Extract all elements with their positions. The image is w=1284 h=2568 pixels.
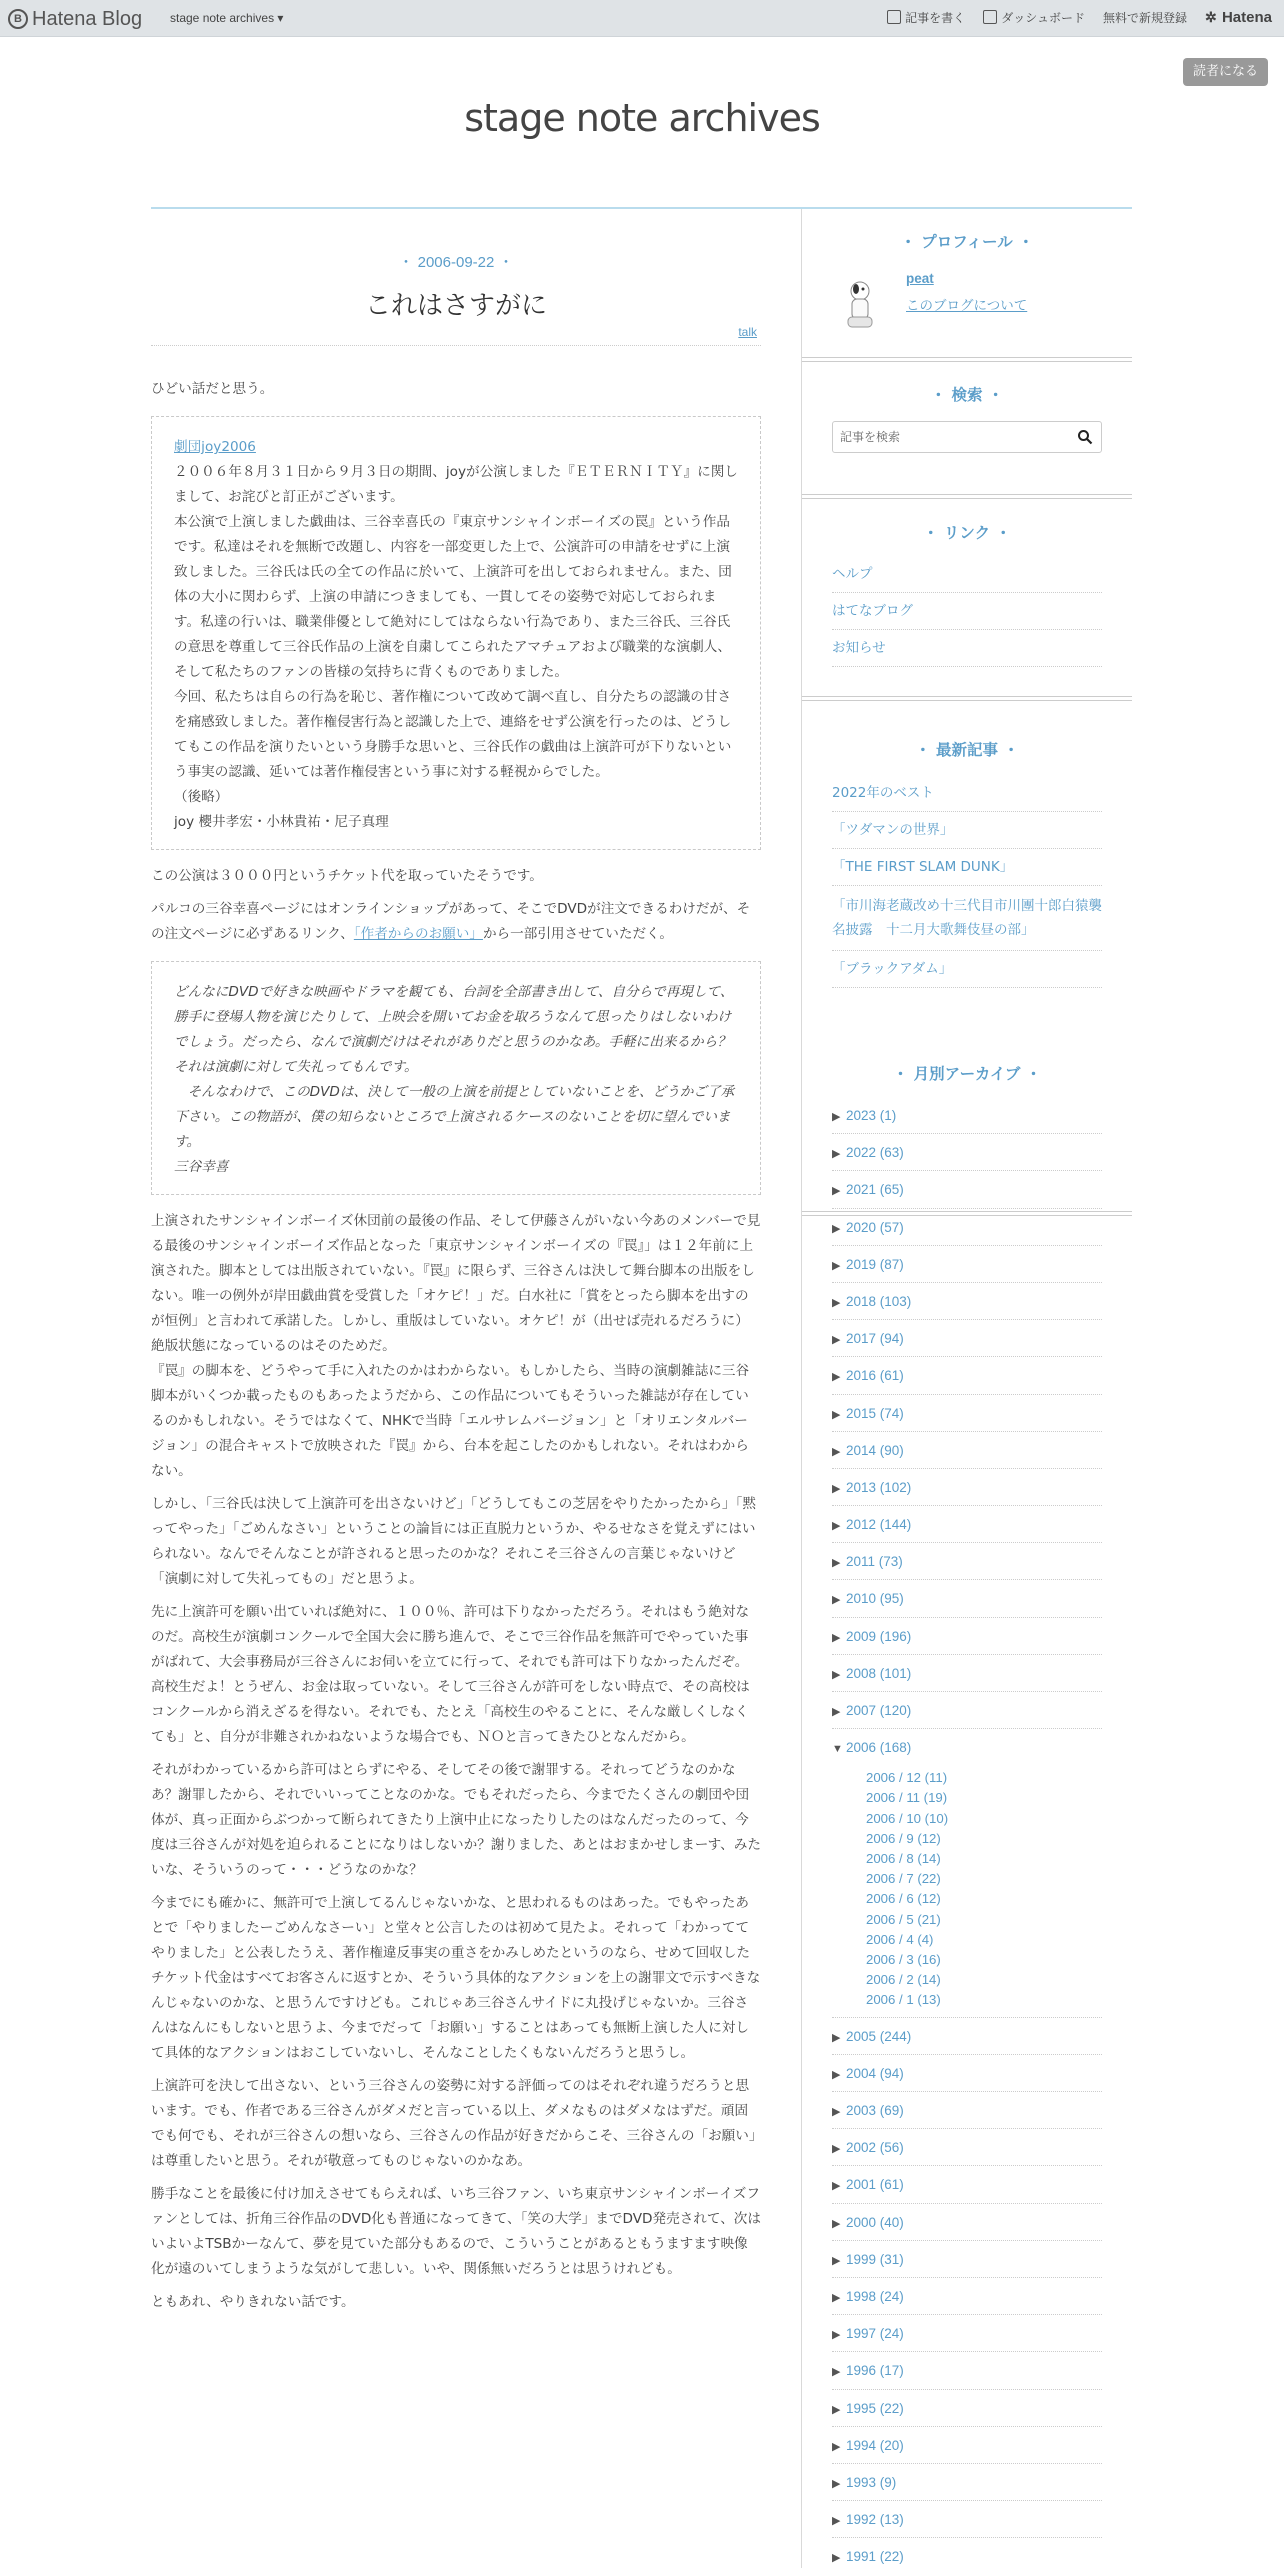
caret-right-icon[interactable]: ▶ — [832, 1296, 841, 1309]
entry-paragraph: 勝手なことを最後に付け加えさせてもらえれば、いち三谷ファン、いち東京サンシャインボーイズファンとしては、折角三谷作品のDVD化も普通になってきて、「笑の大学」までDVD発売されて、次はいよいよTSBかーなんて、夢を見ていた部分もあるので、こういうことがあるともうますます映像化が遠のいてしまうような気がして悲しい。いや、関係無いだろうとは思うけれども。 — [151, 2186, 761, 2277]
archive-year[interactable] — [832, 2352, 1102, 2389]
archive-year-link[interactable]: 2015 (74) — [846, 1405, 904, 1421]
profile-avatar[interactable] — [842, 275, 878, 331]
caret-right-icon[interactable]: ▶ — [832, 1259, 841, 1272]
profile-module — [802, 209, 1132, 357]
blockquote-mitani — [151, 961, 761, 1195]
archive-year[interactable] — [832, 1580, 1102, 1617]
caret-right-icon[interactable]: ▶ — [832, 1185, 841, 1198]
write-entry-label: 記事を書く — [905, 11, 966, 25]
archive-year-link[interactable]: 1998 (24) — [846, 2288, 904, 2304]
archive-year[interactable] — [832, 1655, 1102, 1692]
archive-year[interactable] — [832, 2278, 1102, 2315]
archive-year-link[interactable]: 1997 (24) — [846, 2326, 904, 2342]
archive-year-link[interactable]: 2019 (87) — [846, 1256, 904, 1272]
archive-month-link[interactable]: 2006 / 2 (14) — [866, 1972, 941, 1988]
caret-right-icon[interactable]: ▶ — [832, 1631, 841, 1644]
entry-paragraph: 『罠』の脚本を、どうやって手に入れたのかはわからない。もしかしたら、当時の演劇雑誌に三谷脚本がいくつか載ったものもあったようだから、この作品についてもそういった雑誌が存在しているのかもしれない。そうではなくて、NHKで当時「エルサレムバージョン」と「オリエンタルバージョン」の混合キャストで放映された『罠』から、台本を起こしたのかもしれない。それはわからない。 — [151, 1363, 750, 1479]
archive-year[interactable] — [832, 1729, 1102, 2017]
quote-line: ２００６年８月３１日から９月３日の期間、joyが公演しました『ＥＴＥＲＮＩＴＹ』に関しまして、お詫びと訂正がございます。 — [174, 464, 738, 505]
category-divider — [151, 345, 761, 346]
dashboard-button[interactable] — [983, 9, 1085, 26]
archive-year-link[interactable]: 2021 (65) — [846, 1182, 904, 1198]
archive-year-link[interactable]: 2009 (196) — [846, 1628, 912, 1644]
blog-selector[interactable]: stage note archives ▾ — [170, 11, 284, 25]
archive-year[interactable] — [832, 1357, 1102, 1394]
quote-line: joy 櫻井孝宏・小林貴祐・尼子真理 — [174, 814, 389, 830]
caret-right-icon[interactable]: ▶ — [832, 1148, 841, 1161]
archive-year[interactable] — [832, 2018, 1102, 2055]
archive-year[interactable] — [832, 2129, 1102, 2166]
signup-link[interactable]: 無料で新規登録 — [1102, 11, 1187, 25]
archive-year-link[interactable]: 2020 (57) — [846, 1219, 904, 1235]
archive-year[interactable] — [832, 1097, 1102, 1134]
recent-entry-link[interactable]: 「市川海老蔵改め十三代目市川團十郎白猿襲名披露 十二月大歌舞伎昼の部」 — [832, 886, 1102, 951]
archive-year[interactable] — [832, 1395, 1102, 1432]
caret-right-icon[interactable]: ▶ — [832, 2180, 841, 2193]
search-icon[interactable] — [1077, 429, 1093, 445]
archive-year-link[interactable]: 1993 (9) — [846, 2474, 897, 2490]
archive-month-link[interactable]: 2006 / 4 (4) — [866, 1931, 934, 1947]
archive-month-list — [866, 1768, 1102, 2010]
archive-year-link[interactable]: 2017 (94) — [846, 1331, 904, 1347]
subscribe-button[interactable]: 読者になる — [1183, 58, 1268, 86]
caret-right-icon[interactable]: ▶ — [832, 2254, 841, 2267]
archive-year[interactable] — [832, 1618, 1102, 1655]
archive-year[interactable] — [832, 1469, 1102, 1506]
archive-year-link[interactable]: 2010 (95) — [846, 1591, 904, 1607]
search-heading: ・ 検索 ・ — [930, 386, 1004, 404]
archive-year-link[interactable]: 2005 (244) — [846, 2028, 912, 2044]
entry-paragraph: 上演されたサンシャインボーイズ休団前の最後の作品、そして伊藤さんがいない今あのメンバーで見る最後のサンシャインボーイズ作品となった「東京サンシャインボーイズの『罠』」は１２年前に上演された。脚本としては出版されていない。『罠』に限らず、三谷さんは決して舞台脚本の出版をしない。唯一の例外が岸田戯曲賞を受賞した「オケピ！」だ。白水社に「賞をとったら脚本を出すのが恒例」と言われて承諾した。しかし、重版はしていない。オケピ！が（出せば売れるだろうに）絶版状態になっているのはそのためだ。 — [151, 1213, 761, 1354]
archive-year[interactable] — [832, 2538, 1102, 2568]
archive-month-link[interactable]: 2006 / 7 (22) — [866, 1871, 941, 1887]
archive-year[interactable] — [832, 2092, 1102, 2129]
paragraph-text: から一部引用させていただく。 — [482, 926, 674, 942]
archive-year[interactable] — [832, 1543, 1102, 1580]
archive-year[interactable] — [832, 1283, 1102, 1320]
archive-month-link[interactable]: 2006 / 10 (10) — [866, 1810, 949, 1826]
caret-right-icon[interactable]: ▶ — [832, 1222, 841, 1235]
caret-right-icon[interactable]: ▶ — [832, 2515, 841, 2528]
archive-year-link[interactable]: 2007 (120) — [846, 1703, 912, 1718]
archive-year-link[interactable]: 2002 (56) — [846, 2140, 904, 2156]
recent-entry-link[interactable]: 「ブラックアダム」 — [832, 951, 1102, 988]
entry-paragraph: それがわかっているから許可はとらずにやる、そしてその後で謝罪する。それってどうなのかなあ？謝罪したから、それでいいってことなのかな。でもそれだったら、今までたくさんの劇団や団体が、真っ正面からぶつかって断られてきたり上演中止になったりしたのはなんだったのって、今度は三谷さんが対処を迫られることになりはしないか？謝りました、あとはおまかせしまーす、みたいな、そういうのって・・・どうなのかな？ — [151, 1762, 761, 1878]
caret-right-icon[interactable]: ▶ — [832, 2440, 841, 2453]
archive-month-link[interactable]: 2006 / 8 (14) — [866, 1851, 941, 1866]
archive-year[interactable] — [832, 1209, 1102, 1246]
entry-paragraph: 先に上演許可を願い出ていれば絶対に、１００％、許可は下りなかっただろう。それはもう絶対なのだ。高校生が演劇コンクールで全国大会に勝ち進んで、そこで三谷作品を無許可でやっていた事がばれて、大会事務局が三谷さんにお伺いを立てに行って、それでも許可は下りなかったんだぞ。高校生だよ！とうぜん、お金は取っていない。そして三谷さんが許可をしない時点で、その高校はコンクールから消えざるを得ない。それでも、たとえ「高校生のやることに、そんな厳しくしなくても」と、自分が非難されかねないような場合でも、ＮＯと言ってきたひとなんだから。 — [151, 1604, 750, 1745]
archive-year-link[interactable]: 1991 (22) — [846, 2549, 904, 2565]
caret-right-icon[interactable]: ▶ — [832, 2217, 841, 2230]
archive-month-link[interactable]: 2006 / 3 (16) — [866, 1952, 941, 1968]
sidebar-divider — [801, 209, 802, 2568]
hatena-gear-icon: ✲ — [1204, 9, 1217, 25]
caret-right-icon[interactable]: ▶ — [832, 1482, 841, 1495]
archive-month-link[interactable]: 2006 / 5 (21) — [866, 1911, 941, 1927]
quote-line: 今回、私たちは自らの行為を恥じ、著作権について改めて調べ直し、自分たちの認識の甘さを痛感致しました。著作権侵害行為と認識した上で、連絡をせず公演を行ったのは、どうしてもこの作品を演りたいという身勝手な思いと、三谷氏作の戯曲は上演許可が下りないという事実の認識、延いては著作権侵害という事に対する軽視からでした。 — [174, 689, 732, 780]
archive-year[interactable] — [832, 2055, 1102, 2092]
archive-year[interactable] — [832, 2427, 1102, 2464]
caret-right-icon[interactable]: ▶ — [832, 2291, 841, 2304]
archive-year[interactable] — [832, 2166, 1102, 2203]
archive-year[interactable] — [832, 1246, 1102, 1283]
search-input[interactable] — [834, 423, 1064, 451]
archive-year-link[interactable]: 2012 (144) — [846, 1517, 912, 1533]
caret-right-icon[interactable]: ▶ — [832, 1706, 841, 1718]
quote-source-link[interactable]: 劇団joy2006 — [174, 439, 256, 455]
recent-entry-link[interactable]: 2022年のベスト — [832, 775, 1102, 812]
archive-year-link[interactable]: 1999 (31) — [846, 2251, 904, 2267]
caret-right-icon[interactable]: ▶ — [832, 2477, 841, 2490]
entry-paragraph: ともあれ、やりきれない話です。 — [151, 2294, 355, 2310]
recent-heading: ・ 最新記事 ・ — [915, 741, 1019, 759]
caret-right-icon[interactable]: ▶ — [832, 2403, 841, 2416]
caret-right-icon[interactable]: ▶ — [832, 1668, 841, 1681]
caret-right-icon[interactable]: ▶ — [832, 1334, 841, 1347]
caret-right-icon[interactable]: ▶ — [832, 2143, 841, 2156]
archive-year[interactable] — [832, 1432, 1102, 1469]
links-list — [832, 556, 1102, 667]
profile-heading: ・ プロフィール ・ — [900, 233, 1034, 251]
hatena-menu[interactable] — [1205, 9, 1272, 26]
sidebar-link-news[interactable]: お知らせ — [832, 630, 1102, 667]
caret-right-icon[interactable]: ▶ — [832, 2031, 841, 2044]
caret-right-icon[interactable]: ▶ — [832, 2552, 841, 2565]
logo-text: Hatena Blog — [32, 7, 143, 30]
dashboard-icon — [983, 10, 997, 24]
archive-year-link[interactable]: 2006 (168) — [846, 1740, 912, 1756]
archive-year[interactable] — [832, 2204, 1102, 2241]
caret-right-icon[interactable]: ▶ — [832, 2068, 841, 2081]
archive-list — [832, 1097, 1102, 2568]
archive-month-link[interactable]: 2006 / 12 (11) — [866, 1770, 948, 1786]
caret-down-icon[interactable]: ▼ — [832, 1743, 843, 1756]
caret-right-icon[interactable]: ▶ — [832, 1594, 841, 1607]
caret-right-icon[interactable]: ▶ — [832, 1520, 841, 1533]
sidebar-link-hatenablog[interactable]: はてなブログ — [832, 593, 1102, 630]
archive-year-link[interactable]: 2003 (69) — [846, 2103, 904, 2118]
links-heading: ・ リンク ・ — [923, 524, 1011, 542]
entry-paragraph: 今までにも確かに、無許可で上演してるんじゃないかな、と思われるものはあった。でもやったあとで「やりましたーごめんなさーい」と堂々と公言したのは初めて見たよ。それって「わかっててやりました」と公表したうえ、著作権違反事実の重さをかみしめたというのなら、せめて回収したチケット代金はすべてお客さんに返すとか、そういう具体的なアクションを上の謝罪文で示すべきなんじゃないのかな、と思うんですけども。これじゃあ三谷さんサイドに丸投げじゃないか。三谷さんはなんにもしないと思うよ、今までだって「お願い」することはあっても無断上演した人に対して具体的なアクションはおこしていないし、そんなことしたくもないんだろうと思うし。 — [151, 1895, 761, 2061]
archive-year[interactable] — [832, 2464, 1102, 2501]
archive-year-link[interactable]: 2004 (94) — [846, 2065, 904, 2081]
archive-year[interactable] — [832, 2501, 1102, 2538]
blog-title[interactable]: stage note archives — [464, 96, 820, 140]
entry-paragraph — [151, 897, 761, 947]
sidebar-link-help[interactable]: ヘルプ — [832, 556, 1102, 593]
archive-month-link[interactable]: 2006 / 6 (12) — [866, 1891, 941, 1907]
entry-paragraph: 上演許可を決して出さない、という三谷さんの姿勢に対する評価ってのはそれぞれ違うだろうと思います。でも、作者である三谷さんがダメだと言っている以上、ダメなものはダメなはずだ。頑固でも何でも、それが三谷さんの想いなら、三谷さんの作品が好きだからこそ、三谷さんの「お願い」は尊重したいと思う。それが敬意ってものじゃないのかなあ。 — [151, 2078, 756, 2169]
entry-date[interactable]: ・ 2006-09-22 ・ — [398, 254, 514, 271]
caret-right-icon[interactable]: ▶ — [832, 1408, 841, 1421]
archive-year-link[interactable]: 2000 (40) — [846, 2214, 904, 2230]
archive-year-link[interactable]: 2014 (90) — [846, 1442, 904, 1458]
archive-year-link[interactable]: 2023 (1) — [846, 1108, 897, 1123]
caret-right-icon[interactable]: ▶ — [832, 1111, 841, 1123]
archive-year-link[interactable]: 2018 (103) — [846, 1293, 912, 1309]
entry-paragraph: ひどい話だと思う。 — [151, 381, 274, 397]
archive-year-link[interactable]: 2016 (61) — [846, 1368, 904, 1384]
module-divider — [802, 357, 1132, 362]
archive-heading: ・ 月別アーカイブ ・ — [892, 1065, 1042, 1083]
entry-category-link[interactable]: talk — [738, 325, 757, 339]
hatena-logo-icon: B — [8, 9, 28, 29]
caret-right-icon[interactable]: ▶ — [832, 2366, 841, 2379]
archive-year-link[interactable]: 1995 (22) — [846, 2400, 904, 2416]
archive-year[interactable] — [832, 2390, 1102, 2427]
recent-entries-list — [832, 775, 1102, 988]
header-actions — [887, 9, 1272, 26]
hatena-blog-logo[interactable] — [8, 7, 142, 31]
archive-year[interactable] — [832, 1506, 1102, 1543]
archive-year-link[interactable]: 2022 (63) — [846, 1145, 904, 1161]
about-blog-link[interactable]: このブログについて — [906, 298, 1028, 314]
archive-year-link[interactable]: 1996 (17) — [846, 2363, 904, 2379]
archive-year[interactable] — [832, 2315, 1102, 2352]
caret-right-icon[interactable]: ▶ — [832, 1557, 841, 1570]
archive-year-link[interactable]: 2013 (102) — [846, 1479, 912, 1495]
caret-right-icon[interactable]: ▶ — [832, 1371, 841, 1384]
quote-line: そんなわけで、このDVDは、決して一般の上演を前提としていないことを、どうかご了承下さい。この物語が、僕の知らないところで上演されるケースのないことを切に望んでいます。 — [174, 1084, 735, 1150]
archive-year-link[interactable]: 2008 (101) — [846, 1665, 912, 1681]
archive-year[interactable] — [832, 1134, 1102, 1171]
profile-name-link[interactable]: peat — [906, 271, 934, 286]
archive-year-link[interactable]: 1992 (13) — [846, 2512, 904, 2528]
archive-year[interactable] — [832, 2241, 1102, 2278]
archive-year[interactable] — [832, 1320, 1102, 1357]
search-form — [832, 421, 1102, 453]
quote-line: （後略） — [174, 789, 229, 805]
archive-year[interactable] — [832, 1692, 1102, 1729]
archive-month-link[interactable]: 2006 / 9 (12) — [866, 1830, 941, 1846]
blockquote-joy — [151, 416, 761, 850]
quote-line: どんなにDVDで好きな映画やドラマを観ても、台詞を全部書き出して、自分らで再現して、勝手に登場人物を演じたりして、上映会を開いてお金を取ろうなんて思ったりはしないわけでしょう。だったら、なんで演劇だけはそれがありだと思うのかなあ。手軽に出来るから？それは演劇に対して失礼ってもんです。 — [174, 984, 734, 1075]
archive-year-link[interactable]: 2001 (61) — [846, 2177, 904, 2193]
recent-entry-link[interactable]: 「ツダマンの世界」 — [832, 812, 1102, 849]
quote-line: 本公演で上演しました戯曲は、三谷幸喜氏の『東京サンシャインボーイズの罠』という作品です。私達はそれを無断で改題し、内容を一部変更した上で、公演許可の申請をせずに上演致しました。三谷氏は氏の全ての作品に於いて、上演許可を出しておられません。また、団体の大小に関わらず、上演の申請につきましても、一貫してその姿勢で対応しておられます。私達の行いは、職業俳優として絶対にしてはならない行為であり、また三谷氏、三谷氏の意思を尊重して三谷氏作品の上演を自粛してこられたアマチュアおよび職業的な演劇人、そして私たちのファンの皆様の気持ちに背くものでありました。 — [174, 514, 732, 680]
archive-year-link[interactable]: 1994 (20) — [846, 2437, 904, 2453]
write-entry-button[interactable] — [887, 9, 965, 26]
caret-right-icon[interactable]: ▶ — [832, 1445, 841, 1458]
caret-right-icon[interactable]: ▶ — [832, 2106, 841, 2118]
author-request-link[interactable]: 「作者からのお願い」 — [353, 926, 483, 942]
entry-paragraph: しかし、「三谷氏は決して上演許可を出さないけど」「どうしてもこの芝居をやりたかったから」「黙ってやった」「ごめんなさい」ということの論旨には正直脱力というか、やるせなさを覚えずにはいられない。なんでそんなことが許されると思ったのかな？それこそ三谷さんの言葉じゃないけど「演劇に対して失礼ってもの」だと思うよ。 — [151, 1496, 756, 1587]
archive-month-link[interactable]: 2006 / 1 (13) — [866, 1992, 941, 2008]
archive-year-link[interactable]: 2011 (73) — [846, 1554, 903, 1570]
entry-paragraph: この公演は３０００円というチケット代を取っていたそうです。 — [151, 868, 543, 884]
archive-year[interactable] — [832, 1171, 1102, 1208]
paragraph-text: パルコの三谷幸喜ページにはオンラインショップがあって、そこでDVDが注文できるわけだが、その注文ページに必ずあるリンク、 — [151, 901, 751, 942]
module-divider — [802, 696, 1132, 701]
entry-title[interactable]: これはさすがに — [364, 291, 547, 321]
recent-entry-link[interactable]: 「THE FIRST SLAM DUNK」 — [832, 849, 1102, 886]
archive-month-link[interactable]: 2006 / 11 (19) — [866, 1790, 948, 1806]
module-divider — [802, 494, 1132, 499]
dashboard-label: ダッシュボード — [1001, 11, 1085, 25]
entry-content — [151, 377, 761, 2323]
quote-line: 三谷幸喜 — [174, 1159, 229, 1175]
hatena-label: Hatena — [1221, 9, 1272, 26]
global-header — [0, 0, 1284, 37]
caret-right-icon[interactable]: ▶ — [832, 2329, 841, 2342]
pencil-icon — [887, 10, 901, 24]
